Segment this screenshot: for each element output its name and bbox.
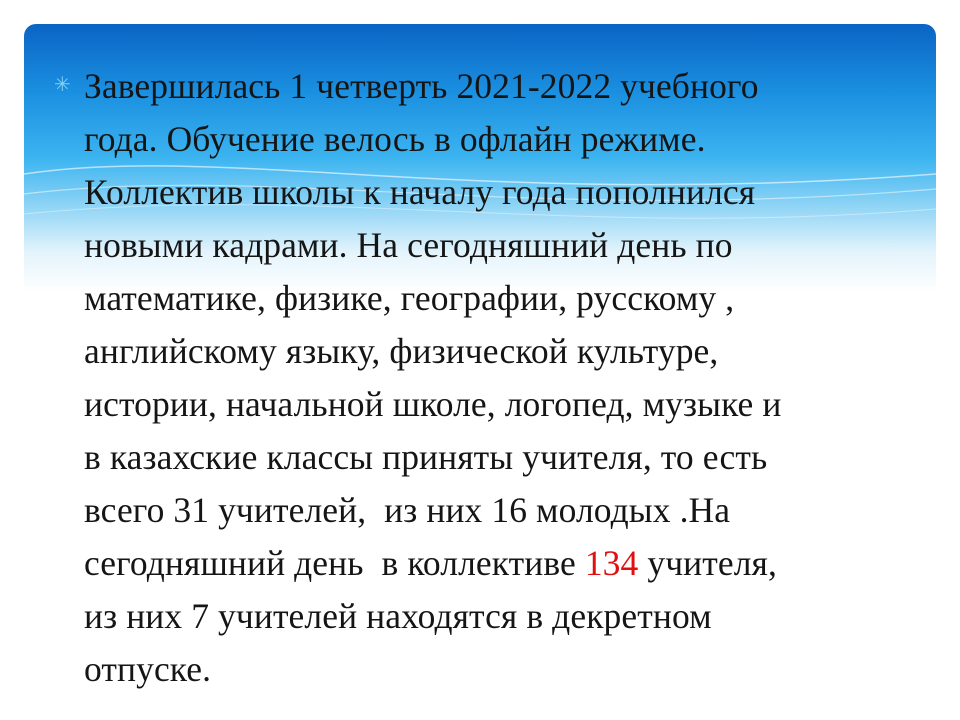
text-line-6: английскому языку, физической культуре, [84, 331, 719, 371]
text-line-2: года. Обучение велось в офлайн режиме. [84, 119, 706, 159]
text-line-9: всего 31 учителей, из них 16 молодых .На [84, 490, 731, 530]
text-line-10 [84, 537, 924, 590]
text-line-11: из них 7 учителей находятся в декретном [84, 596, 712, 636]
bullet-icon: ✳ [54, 72, 71, 96]
text-line-4: новыми кадрами. На сегодняшний день по [84, 225, 733, 265]
text-line-10-start: сегодняшний день в коллективе [84, 543, 585, 583]
highlighted-teacher-count: 134 [584, 543, 639, 583]
text-line-10-end: учителя, [638, 543, 777, 583]
text-line-3: Коллектив школы к началу года пополнился [84, 172, 756, 212]
text-line-12: отпуске. [84, 649, 212, 689]
text-line-7: истории, начальной школе, логопед, музыке и [84, 384, 782, 424]
slide-body-text [84, 60, 924, 696]
text-line-1: Завершилась 1 четверть 2021-2022 учебного [84, 66, 759, 106]
text-line-8: в казахские классы приняты учителя, то есть [84, 437, 768, 477]
text-line-5: математике, физике, географии, русскому , [84, 278, 735, 318]
